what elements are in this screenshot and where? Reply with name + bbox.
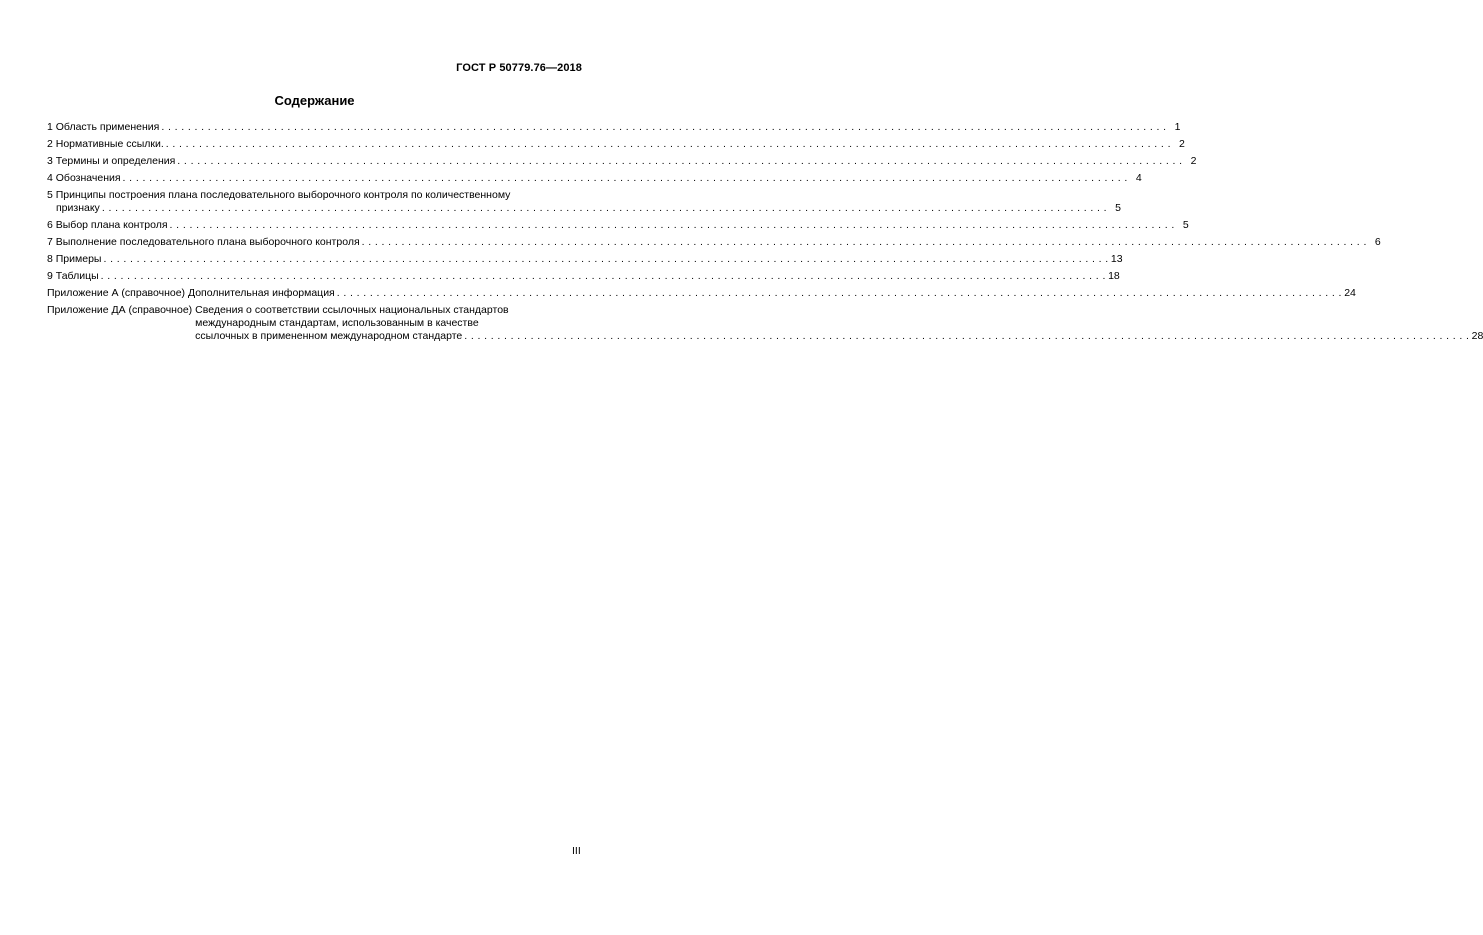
toc-entry-page: 6	[1374, 236, 1381, 248]
toc-entry-page: 24	[1344, 287, 1356, 299]
toc-entry-page: 5	[1182, 219, 1189, 231]
toc-entry-text: 8 Примеры	[47, 253, 102, 265]
toc-entry-page: 18	[1108, 270, 1120, 282]
toc-entry-page: 13	[1110, 253, 1123, 265]
toc-entry-line	[47, 189, 582, 202]
toc-entry-text: 9 Таблицы	[47, 270, 99, 282]
toc-entry-text: 7 Выполнение последовательного плана выборочного контроля	[47, 236, 360, 248]
dot-leader	[170, 219, 1175, 232]
standard-code: ГОСТ Р 50779.76—2018	[456, 62, 582, 74]
toc-entry-line	[47, 202, 1121, 215]
toc-entry[interactable]	[47, 155, 1197, 168]
dot-leader	[464, 330, 1469, 343]
toc-entry[interactable]	[47, 189, 1121, 215]
toc-entry-text: 4 Обозначения	[47, 172, 121, 184]
toc-entry[interactable]	[47, 121, 1181, 134]
toc-entry-text: 3 Термины и определения	[47, 155, 176, 167]
toc-entry[interactable]	[47, 219, 1189, 232]
toc-entry-page: 2	[1179, 138, 1185, 150]
dot-leader	[166, 138, 1171, 151]
toc-entry-text: 2 Нормативные ссылки.	[47, 138, 164, 150]
dot-leader	[123, 172, 1128, 185]
toc-entry-page: 4	[1135, 172, 1142, 184]
toc-entry-text: ссылочных в примененном международном стандарте	[195, 330, 463, 342]
toc-entry[interactable]	[47, 270, 1120, 283]
dot-leader	[177, 155, 1182, 168]
table-of-contents	[47, 121, 1483, 343]
toc-entry[interactable]	[47, 138, 1185, 151]
toc-title: Содержание	[274, 93, 355, 108]
toc-entry-page: 28	[1471, 330, 1483, 342]
toc-entry-text: Приложение А (справочное) Дополнительная информация	[47, 287, 335, 299]
toc-entry-line: Сведения о соответствии ссылочных национальных стандартов	[195, 304, 509, 316]
toc-entry-page: 5	[1115, 202, 1121, 214]
toc-entry-text: признаку	[56, 202, 100, 214]
toc-entry-line	[195, 330, 1483, 343]
dot-leader	[101, 270, 1106, 283]
toc-entry[interactable]	[47, 172, 1142, 185]
toc-entry[interactable]	[47, 304, 1483, 343]
toc-entry-text: 1 Область применения	[47, 121, 160, 133]
toc-entry-page: 1	[1174, 121, 1181, 133]
dot-leader	[337, 287, 1342, 300]
dot-leader	[161, 121, 1166, 134]
toc-entry[interactable]	[47, 236, 1381, 249]
toc-entry-text: 6 Выбор плана контроля	[47, 219, 168, 231]
toc-entry-label: Приложение ДА (справочное)	[47, 304, 193, 316]
toc-entry[interactable]	[47, 287, 1356, 300]
toc-entry[interactable]	[47, 253, 1123, 266]
dot-leader	[102, 202, 1107, 215]
toc-entry-line: международным стандартам, использованным в качестве	[195, 317, 479, 329]
dot-leader	[103, 253, 1108, 266]
toc-entry-page: 2	[1190, 155, 1197, 167]
dot-leader	[362, 236, 1367, 249]
page-number: III	[572, 845, 581, 857]
toc-entry-text: 5 Принципы построения плана последовательного выборочного контроля по количественному	[47, 189, 511, 201]
